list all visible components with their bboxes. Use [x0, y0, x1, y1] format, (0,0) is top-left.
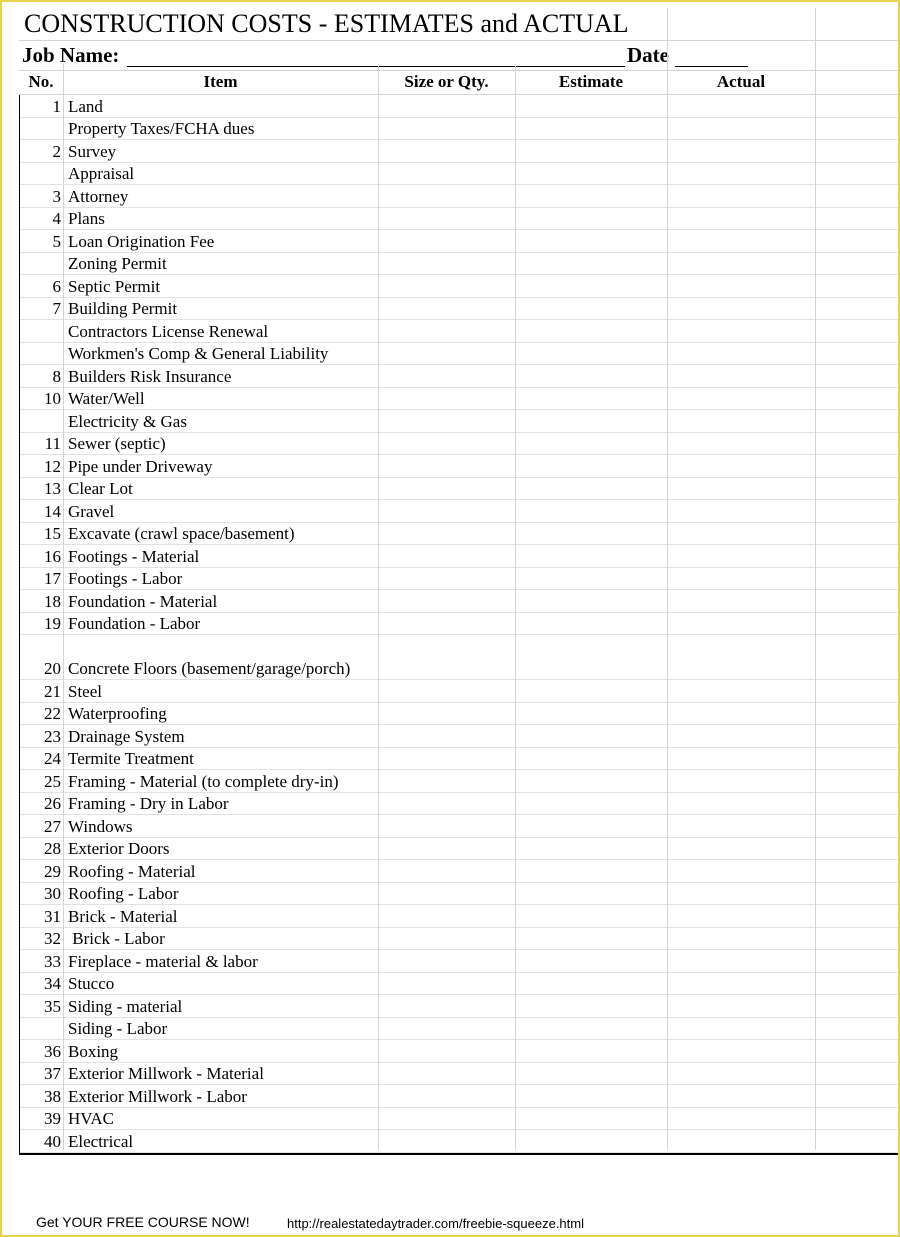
row-item: Builders Risk Insurance: [68, 366, 232, 386]
row-item: Excavate (crawl space/basement): [68, 524, 295, 543]
promo-url[interactable]: http://realestatedaytrader.com/freebie-squeeze.html: [287, 1216, 584, 1231]
table-row: [20, 500, 898, 523]
row-number: 18: [44, 591, 61, 611]
row-number: 10: [44, 389, 61, 408]
table-row: [20, 320, 898, 343]
row-item: Clear Lot: [68, 479, 133, 498]
col-header-estimate: Estimate: [558, 72, 624, 91]
row-item: Brick - Labor: [68, 929, 165, 948]
table-row: [20, 523, 898, 546]
table-row: [20, 163, 898, 186]
row-number: 29: [44, 861, 61, 881]
row-item: Foundation - Labor: [68, 614, 201, 633]
row-number: 36: [44, 1041, 61, 1061]
row-item: Footings - Labor: [68, 569, 183, 588]
row-item: Boxing: [68, 1041, 119, 1061]
row-number: 39: [44, 1109, 61, 1128]
table-row: [20, 613, 898, 636]
row-number: 32: [44, 929, 61, 948]
row-item: Drainage System: [68, 726, 185, 746]
row-number: 7: [52, 299, 61, 318]
row-number: 15: [44, 524, 61, 543]
row-item: Property Taxes/FCHA dues: [68, 119, 255, 138]
row-item: Roofing - Labor: [68, 884, 179, 903]
table-row: [20, 208, 898, 231]
row-item: Loan Origination Fee: [68, 231, 215, 251]
row-item: Framing - Material (to complete dry-in): [68, 771, 339, 791]
table-row: [20, 950, 898, 973]
row-number: 8: [52, 366, 61, 386]
table-row: [20, 185, 898, 208]
table-row: [20, 590, 898, 613]
table-row: [20, 680, 898, 703]
row-number: 19: [44, 614, 61, 633]
row-item: Building Permit: [68, 299, 178, 318]
row-number: 27: [44, 816, 61, 836]
table-row: [20, 230, 898, 253]
row-item: Zoning Permit: [68, 254, 167, 273]
job-row: [19, 41, 898, 70]
row-number: 17: [44, 569, 61, 588]
table-row: [20, 838, 898, 861]
title-row: [19, 8, 898, 41]
table-row: [20, 388, 898, 411]
row-number: 1: [52, 96, 61, 116]
table-row: [20, 883, 898, 906]
grid-line: [815, 8, 816, 1150]
table-row: [20, 140, 898, 163]
row-number: 2: [52, 141, 61, 161]
table-row: [20, 118, 898, 141]
table-row: [20, 365, 898, 388]
table-row: [20, 95, 898, 118]
row-item: Exterior Millwork - Material: [68, 1064, 264, 1083]
row-number: 5: [52, 231, 61, 251]
table-row: [20, 455, 898, 478]
row-number: 26: [44, 794, 61, 813]
date-field[interactable]: [675, 66, 748, 67]
grid-line: [378, 64, 379, 1150]
row-item: Waterproofing: [68, 704, 167, 723]
row-number: 37: [44, 1064, 61, 1083]
row-number: 12: [44, 456, 61, 476]
cost-table: [19, 95, 898, 1155]
table-row: [20, 478, 898, 501]
row-item: Appraisal: [68, 164, 135, 183]
table-row: [20, 793, 898, 816]
col-header-size: Size or Qty.: [404, 72, 489, 91]
row-number: 31: [44, 906, 61, 926]
table-row: [20, 1040, 898, 1063]
table-row: [20, 1063, 898, 1086]
row-number: 16: [44, 546, 61, 566]
table-row: [20, 725, 898, 748]
row-item: HVAC: [68, 1109, 114, 1128]
table-row: [20, 1130, 898, 1153]
row-number: 38: [44, 1086, 61, 1106]
table-row: [20, 1018, 898, 1041]
row-item: Plans: [68, 209, 105, 228]
row-item: Exterior Doors: [68, 839, 170, 858]
table-row: [20, 410, 898, 433]
table-row: [20, 815, 898, 838]
table-row: [20, 860, 898, 883]
row-number: 3: [52, 186, 61, 206]
row-item: Stucco: [68, 974, 115, 993]
row-item: Roofing - Material: [68, 861, 196, 881]
table-row: [20, 253, 898, 276]
row-item: Pipe under Driveway: [68, 456, 213, 476]
table-row: [20, 1085, 898, 1108]
row-number: 28: [44, 839, 61, 858]
table-row: [20, 343, 898, 366]
row-item: Footings - Material: [68, 546, 200, 566]
table-row: [20, 433, 898, 456]
promo-text: Get YOUR FREE COURSE NOW!: [36, 1214, 250, 1230]
row-item: Termite Treatment: [68, 749, 194, 768]
table-row: [20, 973, 898, 996]
row-item: Brick - Material: [68, 906, 178, 926]
date-label: Date: [627, 43, 669, 67]
row-item: Electricity & Gas: [68, 411, 187, 431]
table-row: [20, 928, 898, 951]
row-item: Electrical: [68, 1131, 134, 1151]
row-item: Exterior Millwork - Labor: [68, 1086, 247, 1106]
row-item: Siding - Labor: [68, 1019, 168, 1038]
row-item: Contractors License Renewal: [68, 321, 269, 341]
column-header-row: [19, 70, 898, 95]
row-number: 14: [44, 501, 61, 521]
table-row: [20, 770, 898, 793]
job-name-field[interactable]: [127, 66, 625, 67]
row-item: Survey: [68, 141, 117, 161]
grid-line: [667, 8, 668, 1150]
row-number: 33: [44, 951, 61, 971]
table-row: [20, 545, 898, 568]
row-item: Gravel: [68, 501, 115, 521]
table-row: [20, 995, 898, 1018]
row-number: 4: [52, 209, 61, 228]
row-number: 34: [44, 974, 61, 993]
row-item: Land: [68, 96, 103, 116]
row-number: 25: [44, 771, 61, 791]
table-row: [20, 568, 898, 591]
row-number: 21: [44, 681, 61, 701]
row-item: Concrete Floors (basement/garage/porch): [68, 659, 351, 678]
row-item: Fireplace - material & labor: [68, 951, 258, 971]
table-row: [20, 748, 898, 771]
row-item: Attorney: [68, 186, 129, 206]
row-item: Steel: [68, 681, 102, 701]
table-row: [20, 1108, 898, 1131]
sheet-title: CONSTRUCTION COSTS - ESTIMATES and ACTUAL: [24, 9, 629, 38]
row-number: 24: [44, 749, 61, 768]
row-item: Windows: [68, 816, 133, 836]
cost-sheet: [19, 8, 898, 1155]
grid-line: [63, 64, 64, 1150]
row-number: 35: [44, 996, 61, 1016]
row-number: 23: [44, 726, 61, 746]
col-header-no: No.: [28, 72, 54, 91]
row-number: 22: [44, 704, 61, 723]
row-number: 13: [44, 479, 61, 498]
row-item: Sewer (septic): [68, 434, 166, 453]
row-number: 30: [44, 884, 61, 903]
row-item: Framing - Dry in Labor: [68, 794, 229, 813]
table-row: [20, 298, 898, 321]
row-number: 40: [44, 1131, 61, 1151]
row-number: 6: [52, 276, 61, 296]
row-item: Foundation - Material: [68, 591, 218, 611]
col-header-item: Item: [203, 72, 238, 91]
row-item: Workmen's Comp & General Liability: [68, 344, 329, 363]
table-row: [20, 703, 898, 726]
table-row: [20, 905, 898, 928]
row-number: 11: [44, 434, 61, 453]
row-item: Septic Permit: [68, 276, 161, 296]
col-header-actual: Actual: [716, 72, 766, 91]
row-item: Siding - material: [68, 996, 183, 1016]
table-row: [20, 635, 898, 680]
row-item: Water/Well: [68, 389, 145, 408]
table-row: [20, 275, 898, 298]
job-name-label: Job Name:: [22, 43, 120, 67]
grid-line: [515, 64, 516, 1150]
row-number: 20: [44, 659, 61, 678]
